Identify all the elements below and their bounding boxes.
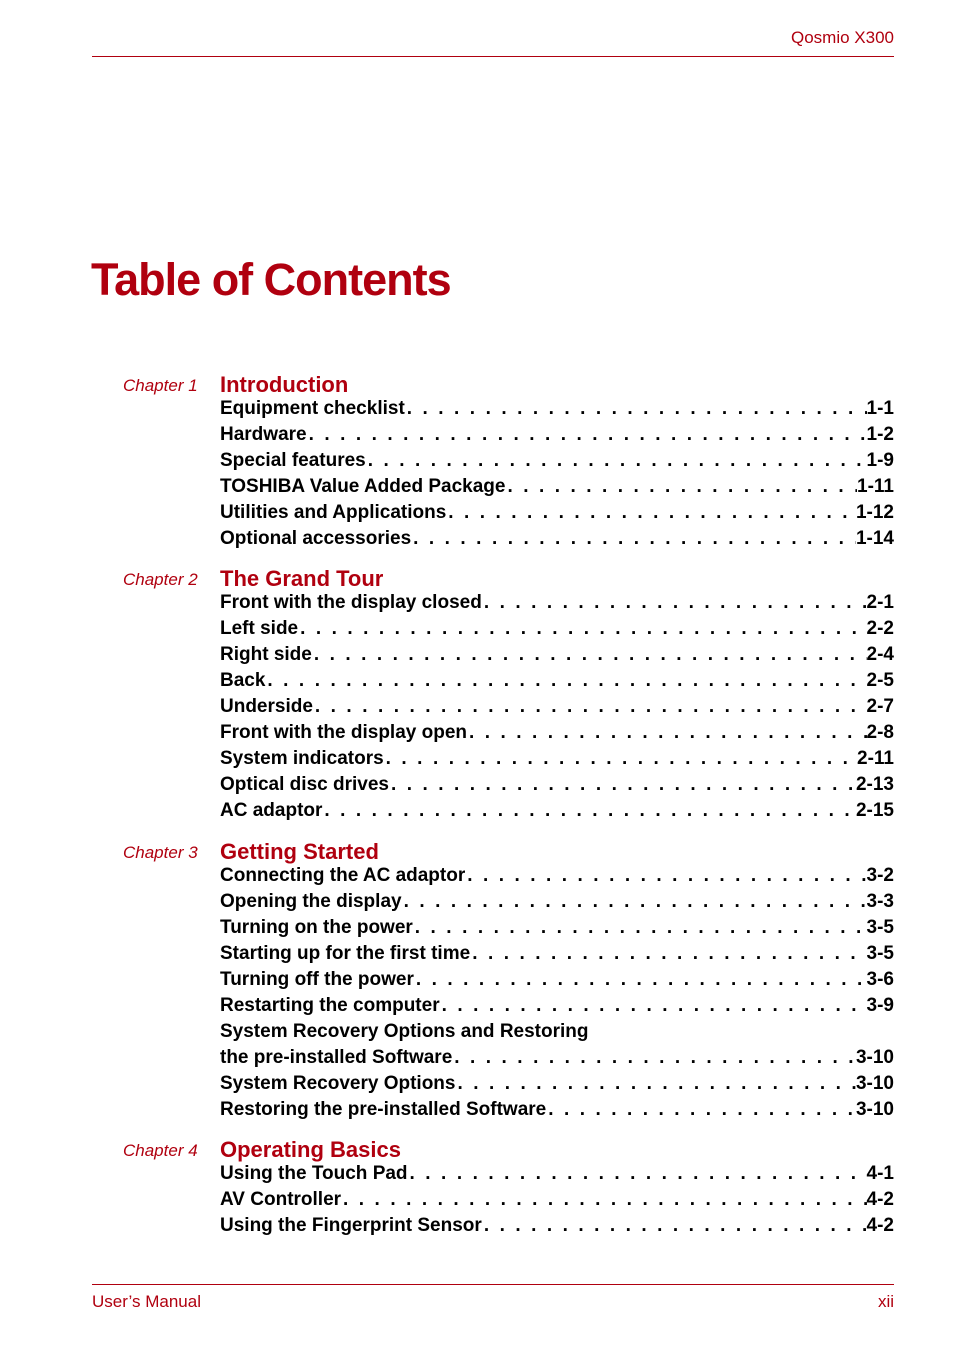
- chapter-title[interactable]: Getting Started: [220, 839, 379, 864]
- entry-page: 2-11: [857, 748, 894, 769]
- entry-label: Special features: [220, 450, 366, 471]
- toc-entry[interactable]: [220, 1099, 894, 1125]
- entry-page: 2-5: [866, 670, 894, 691]
- dot-leader: [482, 592, 867, 614]
- entry-label: Restoring the pre-installed Software: [220, 1099, 547, 1120]
- dot-leader: [384, 748, 857, 770]
- toc-entry[interactable]: [220, 774, 894, 800]
- entry-label: AC adaptor: [220, 800, 323, 821]
- toc-entry[interactable]: [220, 891, 894, 917]
- entry-page: 2-15: [855, 800, 894, 821]
- entry-label: Optical disc drives: [220, 774, 389, 795]
- entry-label: Right side: [220, 644, 312, 665]
- entry-label: System indicators: [220, 748, 384, 769]
- chapter-label: Chapter 1: [123, 376, 198, 395]
- entry-page: 2-8: [866, 722, 894, 743]
- dot-leader: [411, 528, 856, 550]
- chapter-entries: [220, 1163, 894, 1241]
- toc-entry[interactable]: [220, 528, 894, 554]
- toc-entry[interactable]: [220, 424, 894, 450]
- entry-page: 2-7: [866, 696, 894, 717]
- entry-label: Underside: [220, 696, 313, 717]
- entry-page: 1-1: [866, 398, 894, 419]
- chapter-title[interactable]: Introduction: [220, 372, 349, 397]
- dot-leader: [366, 450, 867, 472]
- entry-page: 3-2: [866, 865, 894, 886]
- toc-entry[interactable]: [220, 995, 894, 1021]
- entry-page: 2-2: [866, 618, 894, 639]
- chapter-entries: [220, 592, 894, 826]
- toc-entry[interactable]: [220, 398, 894, 424]
- chapter-title[interactable]: The Grand Tour: [220, 566, 384, 591]
- toc-entry[interactable]: [220, 644, 894, 670]
- entry-label: System Recovery Options: [220, 1073, 456, 1094]
- entry-page: 3-5: [866, 917, 894, 938]
- entry-label: Left side: [220, 618, 299, 639]
- dot-leader: [470, 943, 866, 965]
- entry-label: Starting up for the first time: [220, 943, 471, 964]
- dot-leader: [455, 1073, 855, 1095]
- toc-entry[interactable]: [220, 969, 894, 995]
- entry-label: Turning on the power: [220, 917, 413, 938]
- dot-leader: [298, 618, 866, 640]
- page-title: Table of Contents: [91, 254, 451, 305]
- dot-leader: [446, 502, 856, 524]
- entry-page: 3-10: [855, 1073, 894, 1094]
- dot-leader: [405, 398, 867, 420]
- chapter-label: Chapter 3: [123, 843, 198, 862]
- entry-page: 3-10: [855, 1099, 894, 1120]
- entry-label: Hardware: [220, 424, 307, 445]
- footer-page-number: xii: [877, 1292, 894, 1311]
- toc-entry[interactable]: [220, 1189, 894, 1215]
- entry-label: System Recovery Options and Restoring: [220, 1021, 589, 1042]
- toc-entry[interactable]: [220, 476, 894, 502]
- dot-leader: [307, 424, 867, 446]
- dot-leader: [505, 476, 857, 498]
- entry-page: 2-1: [866, 592, 894, 613]
- entry-label: Using the Fingerprint Sensor: [220, 1215, 482, 1236]
- header-product-name: Qosmio X300: [791, 28, 894, 47]
- entry-label: Optional accessories: [220, 528, 412, 549]
- entry-label: Utilities and Applications: [220, 502, 447, 523]
- dot-leader: [546, 1099, 856, 1121]
- entry-page: 3-9: [866, 995, 894, 1016]
- entry-page: 1-14: [855, 528, 894, 549]
- entry-page: 2-4: [866, 644, 894, 665]
- toc-entry[interactable]: [220, 800, 894, 826]
- entry-label: TOSHIBA Value Added Package: [220, 476, 506, 497]
- dot-leader: [312, 644, 867, 666]
- entry-label: Back: [220, 670, 266, 691]
- entry-label: Restarting the computer: [220, 995, 440, 1016]
- entry-page: 3-5: [866, 943, 894, 964]
- dot-leader: [389, 774, 856, 796]
- toc-entry[interactable]: [220, 943, 894, 969]
- toc-entry[interactable]: [220, 592, 894, 618]
- footer-manual-name: User’s Manual: [92, 1292, 201, 1311]
- entry-page: 4-2: [866, 1215, 894, 1236]
- entry-page: 1-12: [855, 502, 894, 523]
- dot-leader: [414, 969, 867, 991]
- dot-leader: [467, 722, 867, 744]
- entry-page: 1-9: [866, 450, 894, 471]
- chapter-label: Chapter 4: [123, 1141, 198, 1160]
- entry-label: Opening the display: [220, 891, 402, 912]
- footer-divider: [92, 1284, 894, 1285]
- toc-entry[interactable]: [220, 618, 894, 644]
- header-divider: [92, 56, 894, 57]
- entry-label: Using the Touch Pad: [220, 1163, 408, 1184]
- dot-leader: [265, 670, 866, 692]
- dot-leader: [465, 865, 866, 887]
- dot-leader: [313, 696, 867, 718]
- entry-page: 4-2: [866, 1189, 894, 1210]
- dot-leader: [452, 1047, 856, 1069]
- entry-label: Equipment checklist: [220, 398, 405, 419]
- toc-entry[interactable]: [220, 1215, 894, 1241]
- dot-leader: [322, 800, 856, 822]
- entry-page: 2-13: [855, 774, 894, 795]
- entry-page: 3-6: [866, 969, 894, 990]
- toc-entry[interactable]: [220, 748, 894, 774]
- entry-page: 3-10: [855, 1047, 894, 1068]
- chapter-entries: [220, 865, 894, 1125]
- dot-leader: [413, 917, 867, 939]
- entry-label: the pre-installed Software: [220, 1047, 453, 1068]
- dot-leader: [482, 1215, 867, 1237]
- toc-entry[interactable]: [220, 502, 894, 528]
- toc-entry[interactable]: [220, 670, 894, 696]
- chapter-label: Chapter 2: [123, 570, 198, 589]
- dot-leader: [341, 1189, 866, 1211]
- entry-label: AV Controller: [220, 1189, 342, 1210]
- toc-entry[interactable]: [220, 917, 894, 943]
- entry-label: Connecting the AC adaptor: [220, 865, 466, 886]
- toc-entry[interactable]: [220, 865, 894, 891]
- toc-entry[interactable]: [220, 1047, 894, 1073]
- dot-leader: [402, 891, 867, 913]
- entry-label: Turning off the power: [220, 969, 414, 990]
- entry-page: 4-1: [866, 1163, 894, 1184]
- toc-entry-heading-line[interactable]: [220, 1021, 894, 1047]
- toc-entry[interactable]: [220, 696, 894, 722]
- chapter-title[interactable]: Operating Basics: [220, 1137, 401, 1162]
- entry-page: 1-2: [866, 424, 894, 445]
- entry-label: Front with the display closed: [220, 592, 482, 613]
- dot-leader: [408, 1163, 867, 1185]
- toc-entry[interactable]: [220, 722, 894, 748]
- toc-entry[interactable]: [220, 1073, 894, 1099]
- entry-page: 3-3: [866, 891, 894, 912]
- entry-page: 1-11: [857, 476, 894, 497]
- dot-leader: [440, 995, 867, 1017]
- chapter-entries: [220, 398, 894, 554]
- entry-label: Front with the display open: [220, 722, 467, 743]
- toc-entry[interactable]: [220, 1163, 894, 1189]
- toc-entry[interactable]: [220, 450, 894, 476]
